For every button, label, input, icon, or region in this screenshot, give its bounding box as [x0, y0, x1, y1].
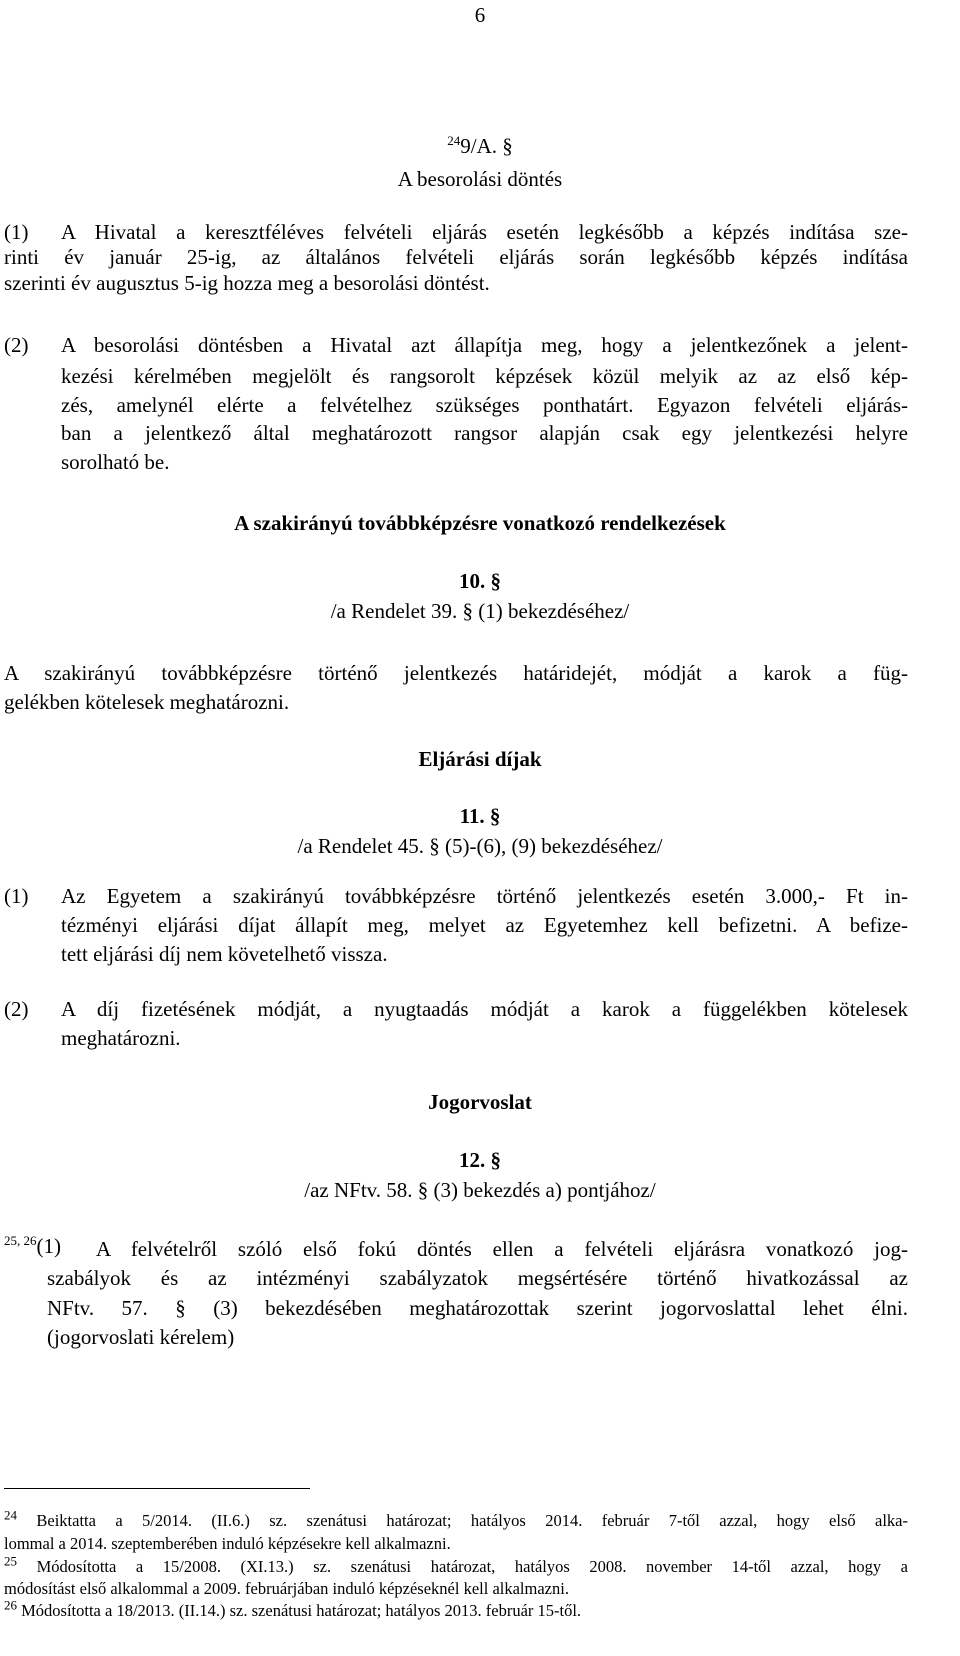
section-reference-11: /a Rendelet 45. § (5)-(6), (9) bekezdéséhez/	[297, 834, 663, 858]
section-heading-9a: $^{24}$9/A. §	[447, 133, 513, 158]
paragraph-number: (2)	[4, 997, 29, 1021]
page-number: 6	[474, 3, 486, 27]
paragraph-line: A felvételről szóló első fokú döntés ellen a felvételi eljárásra vonatkozó jog-	[96, 1237, 908, 1261]
section-title-besorolas: A besorolási döntés	[397, 167, 563, 191]
footnote-ref-24[interactable]: 24	[447, 133, 461, 148]
paragraph-line: rinti év január 25-ig, az általános felvételi eljárás során legkésőbb képzés indítása	[4, 245, 908, 269]
section-number-12: 12. §	[459, 1148, 501, 1172]
section-number-11: 11. §	[459, 804, 501, 828]
paragraph-number: (2)	[4, 333, 29, 357]
section-number-10: 10. §	[459, 569, 501, 593]
section-reference-12: /az NFtv. 58. § (3) bekezdés a) pontjához/	[304, 1178, 656, 1202]
paragraph-line: A besorolási döntésben a Hivatal azt állapítja meg, hogy a jelentkezőnek a jelent-	[61, 333, 908, 357]
footnote-line: $^{25}$ Módosította a 15/2008. (XI.13.) sz. szenátusi határozat, hatályos 2008. november 14-től azzal, hogy a	[4, 1553, 908, 1576]
section-title-szakiranyu: A szakirányú továbbképzésre vonatkozó rendelkezések	[234, 511, 726, 535]
section-reference-10: /a Rendelet 39. § (1) bekezdéséhez/	[330, 599, 630, 623]
paragraph-number: (1)	[4, 884, 29, 908]
paragraph-line: A szakirányú továbbképzésre történő jelentkezés határidejét, módját a karok a füg-	[4, 661, 908, 685]
paragraph-line: meghatározni.	[61, 1026, 181, 1050]
paragraph-line: Az Egyetem a szakirányú továbbképzésre történő jelentkezés esetén 3.000,- Ft in-	[61, 884, 908, 908]
paragraph-number-with-footnotes: $^{25, 26}$(1)	[4, 1233, 61, 1258]
paragraph-line: NFtv. 57. § (3) bekezdésében meghatározottak szerint jogorvoslattal lehet élni.	[47, 1296, 908, 1320]
paragraph-line: ban a jelentkező által meghatározott rangsor alapján csak egy jelentkezési helyre	[61, 421, 908, 445]
paragraph-line: tett eljárási díj nem követelhető vissza.	[61, 942, 388, 966]
footnote-ref-25-26[interactable]: 25, 26	[4, 1233, 37, 1248]
paragraph-line: A díj fizetésének módját, a nyugtaadás módját a karok a függelékben kötelesek	[61, 997, 908, 1021]
paragraph-line: A Hivatal a keresztféléves felvételi eljárás esetén legkésőbb a képzés indítása sze-	[61, 220, 908, 244]
paragraph-line: kezési kérelmében megjelölt és rangsorolt képzések közül melyik az az első kép-	[61, 364, 908, 388]
section-title-eljarasi-dijak: Eljárási díjak	[418, 747, 542, 771]
paragraph-line: tézményi eljárási díjat állapít meg, melyet az Egyetemhez kell befizetni. A befize-	[61, 913, 908, 937]
footnote-line: $^{24}$ Beiktatta a 5/2014. (II.6.) sz. szenátusi határozat; hatályos 2014. február 7-től azzal, hogy első alka-	[4, 1507, 908, 1530]
paragraph-line: szabályok és az intézményi szabályzatok megsértésére történő hivatkozással az	[47, 1266, 908, 1290]
paragraph-number: (1)	[4, 220, 29, 244]
paragraph-line: (jogorvoslati kérelem)	[47, 1325, 235, 1349]
paragraph-line: gelékben kötelesek meghatározni.	[4, 690, 290, 714]
paragraph-line: sorolható be.	[61, 450, 170, 474]
paragraph-line: szerinti év augusztus 5-ig hozza meg a besorolási döntést.	[4, 271, 490, 295]
footnote-separator	[4, 1488, 310, 1489]
paragraph-line: zés, amelynél elérte a felvételhez szükséges ponthatárt. Egyazon felvételi eljárás-	[61, 393, 908, 417]
footnote-line: módosítást első alkalommal a 2009. februárjában induló képzéseknél kell alkalmazni.	[4, 1579, 569, 1598]
section-title-jogorvoslat: Jogorvoslat	[428, 1090, 532, 1114]
footnote-line: lommal a 2014. szeptemberében induló képzésekre kell alkalmazni.	[4, 1534, 451, 1553]
footnote-line: $^{26}$ Módosította a 18/2013. (II.14.) sz. szenátusi határozat; hatályos 2013. február 15-től.	[4, 1597, 582, 1620]
